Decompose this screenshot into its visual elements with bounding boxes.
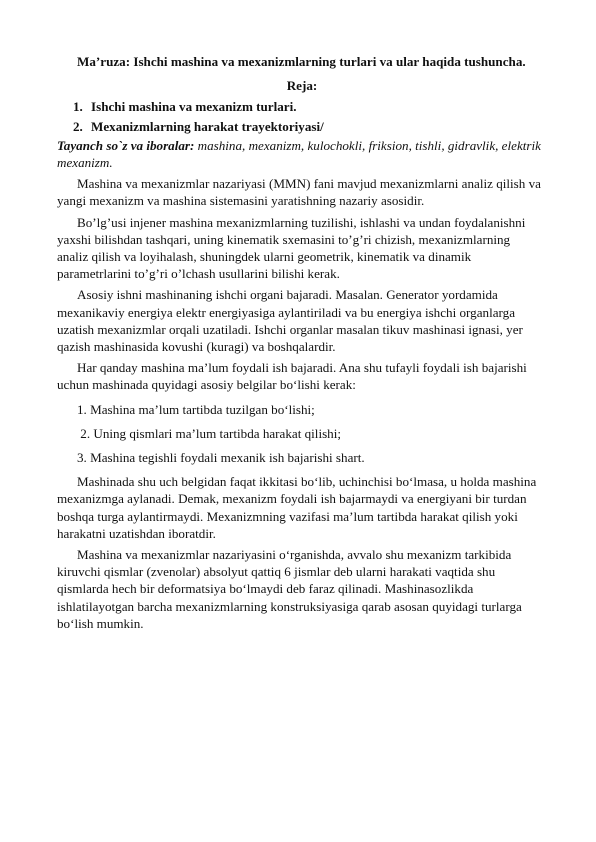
plan-item [57, 118, 541, 135]
plan-item-number: 1. [73, 99, 83, 115]
plan-item-number: 2. [73, 118, 83, 134]
paragraph: Bo’lg’usi injener mashina mexanizmlarning tuzilishi, ishlashi va undan foydalanishni yaxshi bilishdan tashqari, uning kinematik sxemasini to’g’ri chizish, mexanizmlarning analiz qilish va loyihalash, shuningdek ularni geometrik, kinematik va dinamik parametrlarini to’g’ri o’lchash usullarini bilishi kerak. [57, 214, 526, 282]
plan-item-text: Mexanizmlarning harakat trayektoriyasi/ [91, 118, 324, 134]
plan-heading: Reja: [286, 78, 318, 94]
lecture-title: Ma’ruza: Ishchi mashina va mexanizmlarning turlari va ular haqida tushuncha. [77, 54, 526, 69]
plan-list [57, 98, 541, 134]
keywords-list: mashina, mexanizm, kulochokli, friksion, tishli, gidravlik, elektrik mexanizm. [57, 137, 541, 171]
paragraph: Mashina va mexanizmlar nazariyasi (MMN) fani mavjud mexanizmlarni analiz qilish va yangi mexanizm va mashina sistemasini yaratishning nazariy asosidir. [57, 176, 541, 209]
plan-item [57, 98, 541, 115]
paragraph: Har qanday mashina ma’lum foydali ish bajaradi. Ana shu tufayli foydali ish bajarishi uchun mashinada quyidagi asosiy belgilar bo‘lishi kerak: [57, 360, 527, 393]
keywords-label: Tayanch so`z va iboralar: [57, 137, 195, 153]
paragraph: Mashina va mexanizmlar nazariyasini o‘rganishda, avvalo shu mexanizm tarkibida kiruvchi qismlar (zvenolar) absolyut qattiq 6 jismlar deb ularni harakati vaqtida shu qismlarda hech bir deformatsiya bo‘lmaydi deb faraz qilinadi. Mashinasozlikda ishlatilayotgan barcha mexanizmlarning konstruksiyasiga qarab asosan quyidagi turlarga bo‘lish mumkin. [57, 547, 522, 631]
keywords-line [57, 137, 541, 171]
plan-item-text: Ishchi mashina va mexanizm turlari. [91, 99, 297, 115]
numbered-item: 1. Mashina ma’lum tartibda tuzilgan bo‘lishi; [77, 401, 315, 417]
paragraph: Mashinada shu uch belgidan faqat ikkitasi bo‘lib, uchinchisi bo‘lmasa, u holda mashina mexanizmga aylanadi. Demak, mexanizm foydali ish bajarmaydi va energiyani bir turdan boshqa turga aylantirmaydi. Mexanizmning vazifasi ma’lum tartibda harakat qilish yoki harakatni uzatishdan iboratdir. [57, 474, 537, 541]
numbered-item: 2. Uning qismlari ma’lum tartibda harakat qilishi; [77, 425, 342, 441]
paragraph: Asosiy ishni mashinaning ishchi organi bajaradi. Masalan. Generator yordamida mexanikaviy energiya elektr energiyasiga aylantiriladi va bu energiya ishchi organlarga uzatish mexanizmlar orqali uzatiladi. Ishchi organlar masalan tikuv mashinasi ignasi, yer qazish mashinasida kovushi (kuragi) va boshqalardir. [57, 287, 523, 355]
numbered-item: 3. Mashina tegishli foydali mexanik ish bajarishi shart. [77, 450, 365, 466]
document-body [57, 53, 541, 632]
